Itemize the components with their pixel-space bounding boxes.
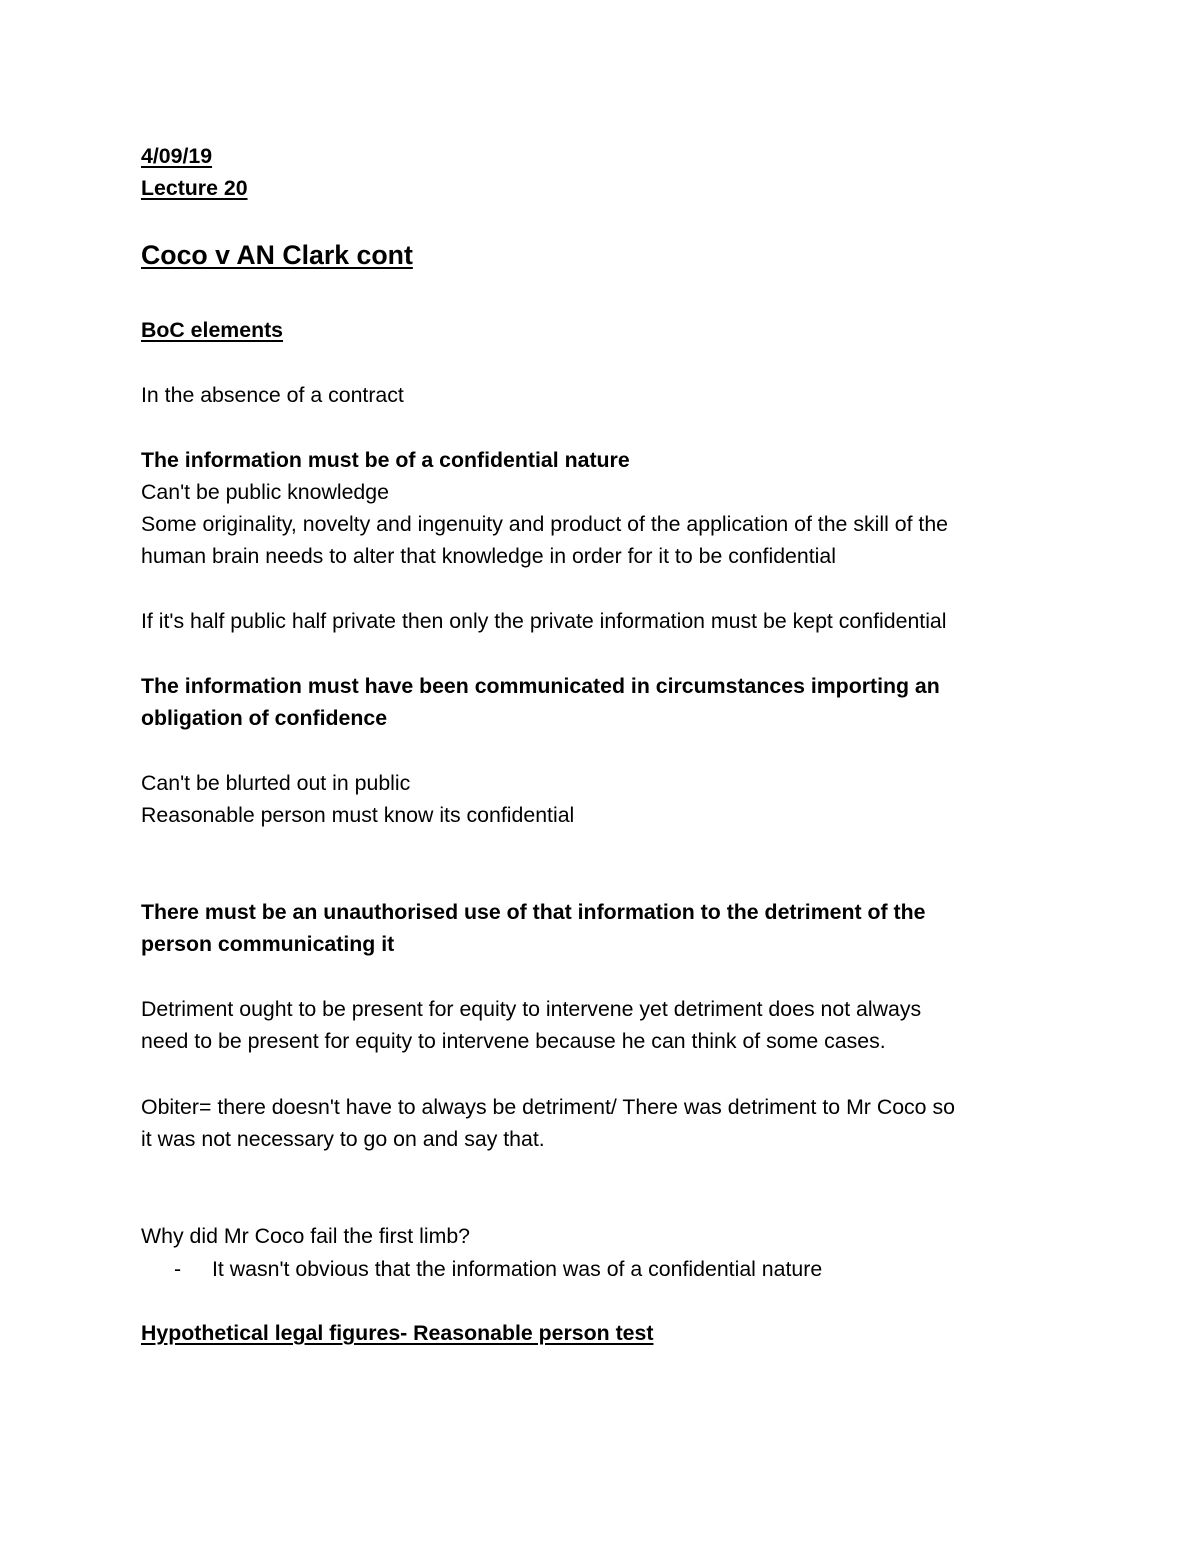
bullet-dash: - bbox=[174, 1257, 182, 1281]
intro-text: In the absence of a contract bbox=[141, 383, 404, 407]
page-title: Coco v AN Clark cont bbox=[141, 240, 413, 270]
lecture-number: Lecture 20 bbox=[141, 176, 248, 200]
bullet-text: It wasn't obvious that the information was of a confidential nature bbox=[212, 1257, 823, 1281]
question-text: Why did Mr Coco fail the first limb? bbox=[141, 1224, 471, 1248]
element2-heading: obligation of confidence bbox=[141, 706, 388, 730]
element1-line: Some originality, novelty and ingenuity and product of the application of the skill of the bbox=[141, 512, 949, 536]
element2-line: Can't be blurted out in public bbox=[141, 771, 411, 795]
element1-heading: The information must be of a confidential nature bbox=[141, 448, 630, 472]
element3-heading: person communicating it bbox=[141, 932, 395, 956]
element2-line: Reasonable person must know its confidential bbox=[141, 803, 575, 827]
element1-line: human brain needs to alter that knowledge in order for it to be confidential bbox=[141, 544, 836, 568]
section-heading-reasonable-person: Hypothetical legal figures- Reasonable person test bbox=[141, 1321, 654, 1345]
element3-paragraph-line: Detriment ought to be present for equity to intervene yet detriment does not always bbox=[141, 997, 922, 1021]
obiter-line: it was not necessary to go on and say that. bbox=[141, 1127, 545, 1151]
section-heading-boc-elements: BoC elements bbox=[141, 318, 284, 342]
element3-heading: There must be an unauthorised use of that information to the detriment of the bbox=[141, 900, 926, 924]
element3-paragraph-line: need to be present for equity to intervene because he can think of some cases. bbox=[141, 1029, 886, 1053]
element1-note: If it's half public half private then only the private information must be kept confidential bbox=[141, 609, 947, 633]
element2-heading: The information must have been communicated in circumstances importing an bbox=[141, 674, 940, 698]
lecture-date: 4/09/19 bbox=[141, 144, 213, 168]
obiter-line: Obiter= there doesn't have to always be detriment/ There was detriment to Mr Coco so bbox=[141, 1095, 955, 1119]
element1-line: Can't be public knowledge bbox=[141, 480, 389, 504]
